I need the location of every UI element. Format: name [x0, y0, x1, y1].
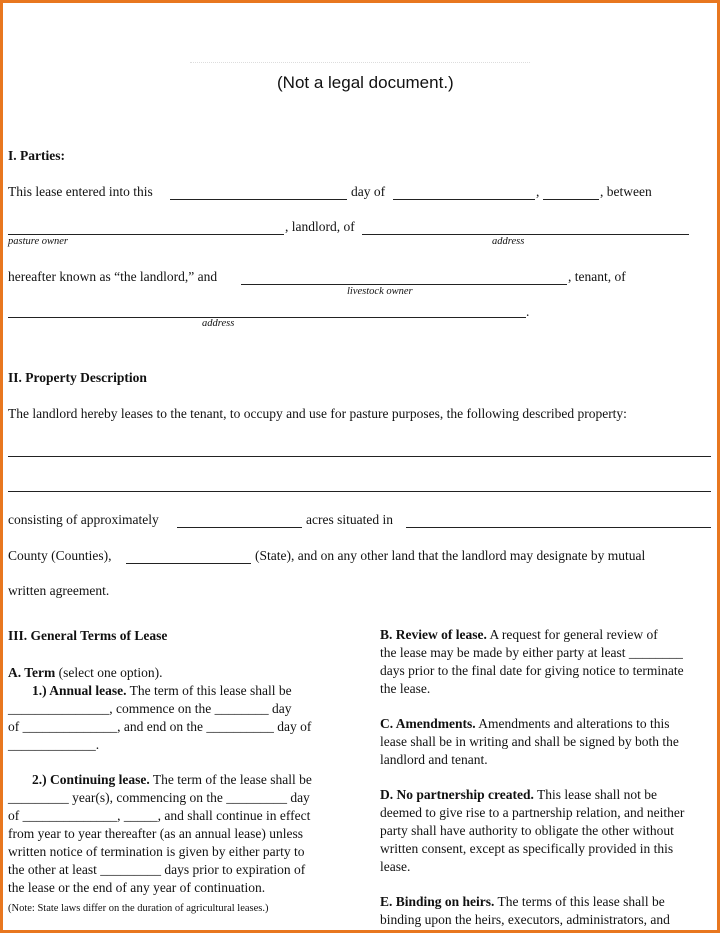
term-title: A. Term — [8, 665, 56, 680]
partnership-line: lease. — [380, 859, 411, 874]
heirs-line: binding upon the heirs, executors, administrators, and — [380, 912, 670, 927]
tenant-address-label: address — [202, 318, 235, 329]
review-title: B. Review of lease. — [380, 627, 487, 642]
tenant-address-blank[interactable] — [8, 317, 526, 318]
continuing-lease-title: 2.) Continuing lease. — [32, 772, 150, 787]
partnership-text: This lease shall not be — [533, 787, 657, 802]
section-parties-heading: I. Parties: — [8, 148, 65, 163]
review-line: days prior to the final date for giving notice to terminate — [380, 663, 684, 678]
continuing-lease-line: the other at least _________ days prior to expiration of — [8, 862, 306, 877]
tenant-name-blank[interactable] — [241, 284, 567, 285]
review-text: A request for general review of — [486, 627, 658, 642]
continuing-lease-line: _________ year(s), commencing on the _________ day — [8, 790, 310, 805]
partnership-line: deemed to give rise to a partnership relation, and neither — [380, 805, 685, 820]
annual-lease-title: 1.) Annual lease. — [32, 683, 127, 698]
state-law-note: (Note: State laws differ on the duration of agricultural leases.) — [8, 903, 269, 914]
heirs-title: E. Binding on heirs. — [380, 894, 495, 909]
period-text: . — [526, 304, 530, 319]
written-agreement-text: written agreement. — [8, 583, 110, 598]
state-blank[interactable] — [126, 563, 251, 564]
heirs-text: The terms of this lease shall be — [494, 894, 665, 909]
continuing-lease-line: the lease or the end of any year of continuation. — [8, 880, 266, 895]
county-text: County (Counties), — [8, 548, 112, 563]
review-line: the lease. — [380, 681, 431, 696]
location-blank[interactable] — [406, 527, 711, 528]
term-option: (select one option). — [55, 665, 163, 680]
partnership-line: party shall have authority to obligate the other without — [380, 823, 674, 838]
hereafter-text: hereafter known as “the landlord,” and — [8, 269, 218, 284]
landlord-address-blank[interactable] — [362, 234, 689, 235]
amendments-title: C. Amendments. — [380, 716, 476, 731]
between-text: , between — [600, 184, 652, 199]
continuing-lease-line: of ______________, _____, and shall continue in effect — [8, 808, 311, 823]
section-property-heading: II. Property Description — [8, 370, 147, 385]
terms-right-column — [380, 626, 684, 929]
disclaimer: (Not a legal document.) — [277, 73, 454, 92]
amendments-text: Amendments and alterations to this — [475, 716, 670, 731]
consisting-text: consisting of approximately — [8, 512, 159, 527]
term-column — [8, 664, 312, 918]
date-month-blank[interactable] — [393, 199, 535, 200]
landlord-name-blank[interactable] — [8, 234, 284, 235]
comma-text: , — [536, 184, 540, 199]
continuing-lease-text: The term of the lease shall be — [149, 772, 312, 787]
continuing-lease-line: from year to year thereafter (as an annual lease) unless — [8, 826, 303, 841]
continuing-lease-line: written notice of termination is given by either party to — [8, 844, 305, 859]
property-description-line-1[interactable] — [8, 456, 711, 457]
faded-title-dots — [190, 62, 530, 63]
tenant-of-text: , tenant, of — [568, 269, 626, 284]
amendments-line: lease shall be in writing and shall be signed by both the — [380, 734, 679, 749]
annual-lease-text: The term of this lease shall be — [126, 683, 292, 698]
annual-lease-line: of ______________, and end on the __________ day of — [8, 719, 312, 734]
review-line: the lease may be made by either party at least ________ — [380, 645, 683, 660]
amendments-line: landlord and tenant. — [380, 752, 488, 767]
annual-lease-line: _______________, commence on the ________ day — [8, 701, 292, 716]
section-terms-heading: III. General Terms of Lease — [8, 628, 168, 643]
landlord-address-label: address — [492, 236, 525, 247]
annual-lease-line: _____________. — [8, 737, 100, 752]
day-of-text: day of — [351, 184, 386, 199]
partnership-title: D. No partnership created. — [380, 787, 534, 802]
partnership-line: written consent, except as specifically provided in this — [380, 841, 674, 856]
landlord-of-text: , landlord, of — [285, 219, 355, 234]
state-text: (State), and on any other land that the landlord may designate by mutual — [255, 548, 646, 563]
property-intro: The landlord hereby leases to the tenant, to occupy and use for pasture purposes, the following described property: — [8, 406, 627, 421]
date-day-blank[interactable] — [170, 199, 347, 200]
date-year-blank[interactable] — [543, 199, 599, 200]
lease-entered-text: This lease entered into this — [8, 184, 153, 199]
acres-blank[interactable] — [177, 527, 302, 528]
livestock-owner-label: livestock owner — [347, 286, 413, 297]
pasture-owner-label: pasture owner — [8, 236, 68, 247]
acres-situated-text: acres situated in — [306, 512, 393, 527]
property-description-line-2[interactable] — [8, 491, 711, 492]
